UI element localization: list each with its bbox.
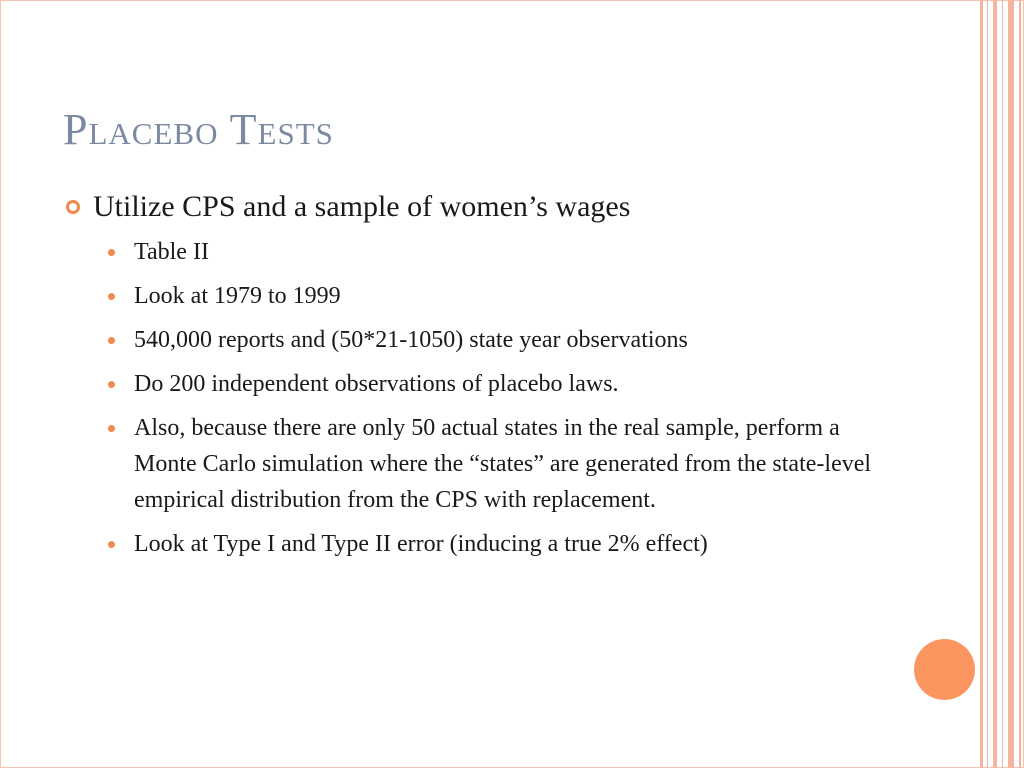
- main-bullet-text: Utilize CPS and a sample of women’s wages: [93, 190, 631, 223]
- decorative-stripe: [980, 0, 983, 768]
- decorative-stripe: [1002, 0, 1003, 768]
- dot-bullet-icon: [108, 425, 115, 432]
- ring-bullet-icon: [66, 200, 80, 214]
- decorative-circle: [914, 639, 975, 700]
- sub-bullet: [106, 234, 896, 270]
- decorative-stripe: [1019, 0, 1021, 768]
- dot-bullet-icon: [108, 293, 115, 300]
- sub-bullet-text: 540,000 reports and (50*21-1050) state year observations: [134, 327, 688, 353]
- sub-bullet-text: Look at 1979 to 1999: [134, 283, 341, 309]
- sub-bullet: [106, 410, 896, 518]
- slide-title: Placebo Tests: [63, 105, 334, 154]
- sub-bullet-text: Do 200 independent observations of placebo laws.: [134, 371, 619, 397]
- dot-bullet-icon: [108, 337, 115, 344]
- sub-bullet: [106, 366, 896, 402]
- sub-bullet: [106, 278, 896, 314]
- main-bullet: [66, 188, 896, 226]
- sub-bullet-text: Also, because there are only 50 actual states in the real sample, perform a Monte Carlo simulation where the “states” are generated from the state-level empirical distribution from the CPS with replacement.: [134, 415, 872, 513]
- dot-bullet-icon: [108, 381, 115, 388]
- sub-bullet: [106, 526, 896, 562]
- decorative-stripe: [1008, 0, 1014, 768]
- sub-bullet-text: Table II: [134, 239, 209, 265]
- dot-bullet-icon: [108, 541, 115, 548]
- sub-bullet-list: [66, 234, 896, 562]
- slide-body: [66, 188, 896, 570]
- sub-bullet: [106, 322, 896, 358]
- decorative-stripe: [987, 0, 988, 768]
- dot-bullet-icon: [108, 249, 115, 256]
- decorative-stripe: [993, 0, 997, 768]
- sub-bullet-text: Look at Type I and Type II error (inducing a true 2% effect): [134, 531, 708, 557]
